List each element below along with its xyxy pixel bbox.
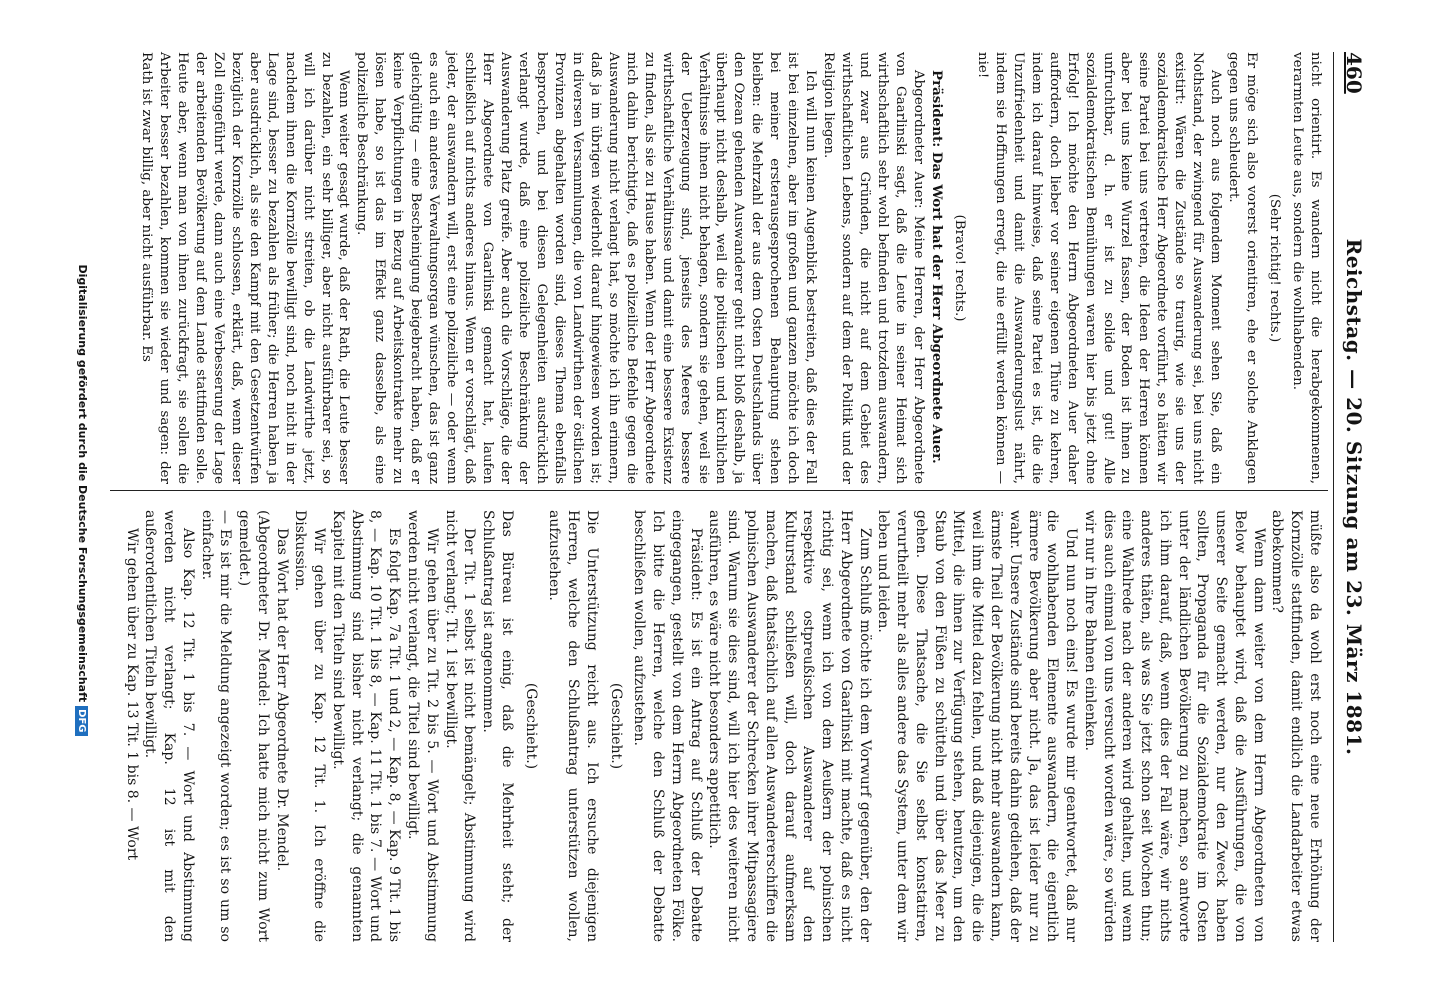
paragraph: Wir gehen über zu Kap. 12 Tit. 1. Ich eröffne die Diskussion. <box>292 510 328 942</box>
paragraph: Präsident: Das Wort hat der Herr Abgeordnete Auer. <box>928 70 945 464</box>
paragraph: nicht orientirt. Es wandern nicht die herabgekommenen, verarmten Leute aus, sondern die wohlhabenden. <box>1290 52 1323 484</box>
paragraph: Wenn weiter gesagt wurde, daß der Rath, die Leute besser zu bezahlen, ein sehr billiger, aber nicht ausführbarer sei, so will ich darüber nicht streiten, ob die Landwirthe jetzt, nachdem ihnen die Kornzölle bewilligt sind, noch nicht in der Lage sind, besser zu bezahlen als früher; die Herren haben ja aber ausdrücklich, als sie den Kampf mit den Gesetzentwürfen bezüglich der Kornzölle schlossen, erklärt, daß, wenn dieser Zoll eingeführt werde, dann auch eine Verbesserung der Lage der arbeitenden Bevölkerung auf dem Lande stattfinden solle. Heute aber, wenn man von ihnen zurückfragt, sie sollen die Arbeiter besser bezahlen, kommen sie wieder und sagen: der Rath ist zwar billig, aber nicht ausführbar. Es <box>139 52 352 484</box>
paragraph: Auch noch aus folgendem Moment sehen Sie, daß ein Nothstand, der zwingend für Auswanderung sei, bei uns nicht existirt: Wären die Zustände so traurig, wie sie uns der sozialdemokratische Herr Abgeordnete vorführt, so hätten wir seine Partei bei uns vertreten, die Ideen der Herren können aber bei uns keine Wurzel fassen, der Boden ist ihnen zu unfruchtbar, d. h. er ist zu solide und gut! Alle sozialdemokratischen Bemühungen waren hier bis jetzt ohne Erfolg! Ich möchte den Herrn Abgeordneten Auer daher auffordern, doch lieber vor seiner eigenen Thüre zu kehren, indem ich darauf hinweise, daß seine Partei es ist, die die Unzufriedenheit und damit die Auswanderungslust nährt, indem sie Hoffnungen erregt, die nie erfüllt werden können — nie! <box>974 52 1224 484</box>
paragraph: Zum Schluß möchte ich dem Vorwurf gegenüber, den der Herr Abgeordnete von Gaarlinski mit machte, daß es nicht richtig sei, wenn ich von dem Aeußern der polnischen respektive ostpreußischen Auswanderer auf den Kulturstand schließen will, doch darauf aufmerksam machen, daß thatsächlich auf allen Auswandererschiffen die polnischen Auswanderer der Schrecken ihrer Mitpassagiere sind. Warum sie dies sind, will ich hier des weiteren nicht ausführen, es wäre nicht besonders appetitlich. <box>706 510 873 942</box>
stage-direction: (Bravo! rechts.) <box>951 214 967 322</box>
paragraph: Das Büreau ist einig, daß die Mehrheit steht; der Schlußantrag ist angenommen. <box>480 510 515 942</box>
page-number: 460 <box>1342 52 1366 94</box>
credit-text: Digitalisierung gefördert durch die Deutsche Forschungsgemeinschaft <box>76 264 89 703</box>
stage-direction: (Sehr richtig! rechts.) <box>1267 193 1283 343</box>
paragraph: Ich will nun keinen Augenblick bestreiten, daß dies der Fall ist bei einzelnen, aber im großen und ganzen möchte ich doch bei meiner ersterausgesprochenen Behauptung stehen bleiben: die Mehrzahl der aus dem Osten Deutschlands über den Ozean gehenden Auswanderer geht nicht bloß deshalb, ja überhaupt nicht deshalb, weil die politischen und kirchlichen Verhältnisse ihnen nicht behagen, sondern sie gehen, weil sie der Ueberzeugung sind, jenseits des Meeres bessere wirthschaftliche Verhältnisse und damit eine bessere Existenz zu finden, als sie zu Hause haben. Wenn der Herr Abgeordnete mich dahin berichtigte, daß es polizeiliche Befehle gegen die Auswanderung nicht verlangt hat, so möchte ich ihn erinnern, daß ja im übrigen wiederholt darauf hingewiesen worden ist; in diversen Versammlungen, die von Landwirthen der östlichen Provinzen abgehalten worden sind, dieses Thema ebenfalls besprochen, und bei diesen Gelegenheiten ausdrücklich verlangt wurde, daß eine polizeiliche Beschränkung der Auswanderung Platz greife. Aber auch die Vorschläge, die der Herr Abgeordnete von Gaarlinski gemacht hat, laufen schließlich auf nichts anderes hinaus. Wenn er vorschlägt, daß jeder, der auswandern will, erst eine polizeiliche — oder wenn es auch ein anderes Verwaltungsorgan wünschen, das ist ganz gleichgültig — eine Bescheinigung beigebracht haben, daß er keine Verpflichtungen in Bezug auf Arbeitskontrakte mehr zu lösen habe, so ist das im Effekt ganz dasselbe, als eine polizeiliche Beschränkung. <box>354 52 819 484</box>
session-title: Reichstag. — 20. Sitzung am 23. März 1881. <box>1342 238 1366 756</box>
paragraph: Er möge sich also vorerst orientiren, ehe er solche Anklagen gegen uns schleudert. <box>1226 52 1260 484</box>
paragraph: Das Wort hat der Herr Abgeordnete Dr. Mendel. <box>273 528 290 872</box>
paragraph: Wenn dann weiter von dem Herrn Abgeordneten von Below behauptet wird, daß die Ausführungen, die von unserer Seite gemacht werden, nur den Zweck haben sollten, Propaganda für die Sozialdemokratie im Osten unter der ländlichen Bevölkerung zu machen, so antworte ich ihm darauf, daß, wenn dies der Fall wäre, wir nichts anderes thäten, als was Sie jetzt schon seit Wochen thun; eine Wahlrede nach der anderen wird gehalten, und wenn dies auch einmal von uns versucht worden wäre, so würden wir nur in Ihre Bahnen einlenken. <box>1081 510 1267 942</box>
digitization-credit <box>75 20 89 980</box>
paragraph: Präsident: Es ist ein Antrag auf Schluß der Debatte eingegangen, gestellt von dem Herrn Abgeordneten Fölke. Ich bitte die Herren, welche den Schluß der Debatte beschließen wollen, aufzustehen. <box>631 510 704 942</box>
paragraph: Es folgt Kap. 7a Tit. 1 und 2, — Kap. 8, — Kap. 9 Tit. 1 bis 8, — Kap. 10 Tit. 1 bis 8, — Kap. 11 Tit. 1 bis 7. — Wort und Abstimmung sind bisher nicht verlangt; die genannten Kapitel mit den Titeln sind bewilligt. <box>329 510 403 942</box>
left-text-column <box>137 52 1324 484</box>
paragraph: — Es ist mir die Meldung angezeigt worden; es ist so um so einfacher. <box>198 510 234 942</box>
paragraph: Die Unterstützung reicht aus. Ich ersuche diejenigen Herren, welche den Schlußantrag unterstützen wollen, aufzustehen. <box>546 510 600 942</box>
paragraph: Also Kap. 12 Tit. 1 bis 7. — Wort und Abstimmung werden nicht verlangt; Kap. 12 ist mit den außerordentlichen Titeln bewilligt. <box>142 510 196 942</box>
page-header <box>1336 52 1366 942</box>
paragraph: Abgeordneter Auer: Meine Herren, der Herr Abgeordnete von Gaarlinski sagt, daß die Leute in seiner Heimat sich wirthschaftlich sehr wohl befinden und trotzdem auswandern, und zwar aus Gründen, die nicht auf dem Gebiet des wirthschaftlichen Lebens, sondern auf dem der Politik und der Religion liegen. <box>821 52 926 484</box>
paragraph: müßte also da wohl erst noch eine neue Erhöhung der Kornzölle stattfinden, damit endlich die Landarbeiter etwas abbekommen? <box>1269 510 1323 942</box>
paragraph: Wir gehen über zu Kap. 13 Tit. 1 bis 8. — Wort <box>123 528 140 861</box>
paragraph: Wir gehen über zu Tit. 2 bis 5. — Wort und Abstimmung werden nicht verlangt, die Titel sind bewilligt. <box>405 510 440 942</box>
stage-direction: (Geschieht.) <box>607 682 624 770</box>
stage-direction: (Geschieht.) <box>522 682 539 770</box>
paragraph: (Abgeordneter Dr. Mendel: Ich hatte mich nicht zum Wort gemeldet.) <box>236 510 271 942</box>
paragraph: Der Tit. 1 selbst ist nicht bemängelt; Abstimmung wird nicht verlangt; Tit. 1 ist bewilligt. <box>442 510 478 942</box>
dfg-logo: DFG <box>75 706 88 735</box>
right-text-column <box>122 510 1324 942</box>
column-divider <box>110 490 1328 491</box>
paragraph: Und nun noch eins! Es wurde mir geantwortet, daß nur die wohlhabenden Elemente auswandern, die eigentlich ärmere Bevölkerung aber nicht. Ja, das ist leider nur zu wahr. Unsere Zustände sind bereits dahin gediehen, daß der ärmste Theil der Bevölkerung nicht mehr auswandern kann, weil ihm die Mittel dazu fehlen, und daß diejenigen, die die Mittel, die ihnen zur Verfügung stehen, benutzen, um den Staub von den Füßen zu schütteln und über das Meer zu gehen. Diese Thatsache, die Sie selbst konstatiren, verurtheilt mehr als alles andere das System, unter dem wir leben und leiden. <box>875 510 1080 942</box>
header-rule <box>1333 52 1334 942</box>
